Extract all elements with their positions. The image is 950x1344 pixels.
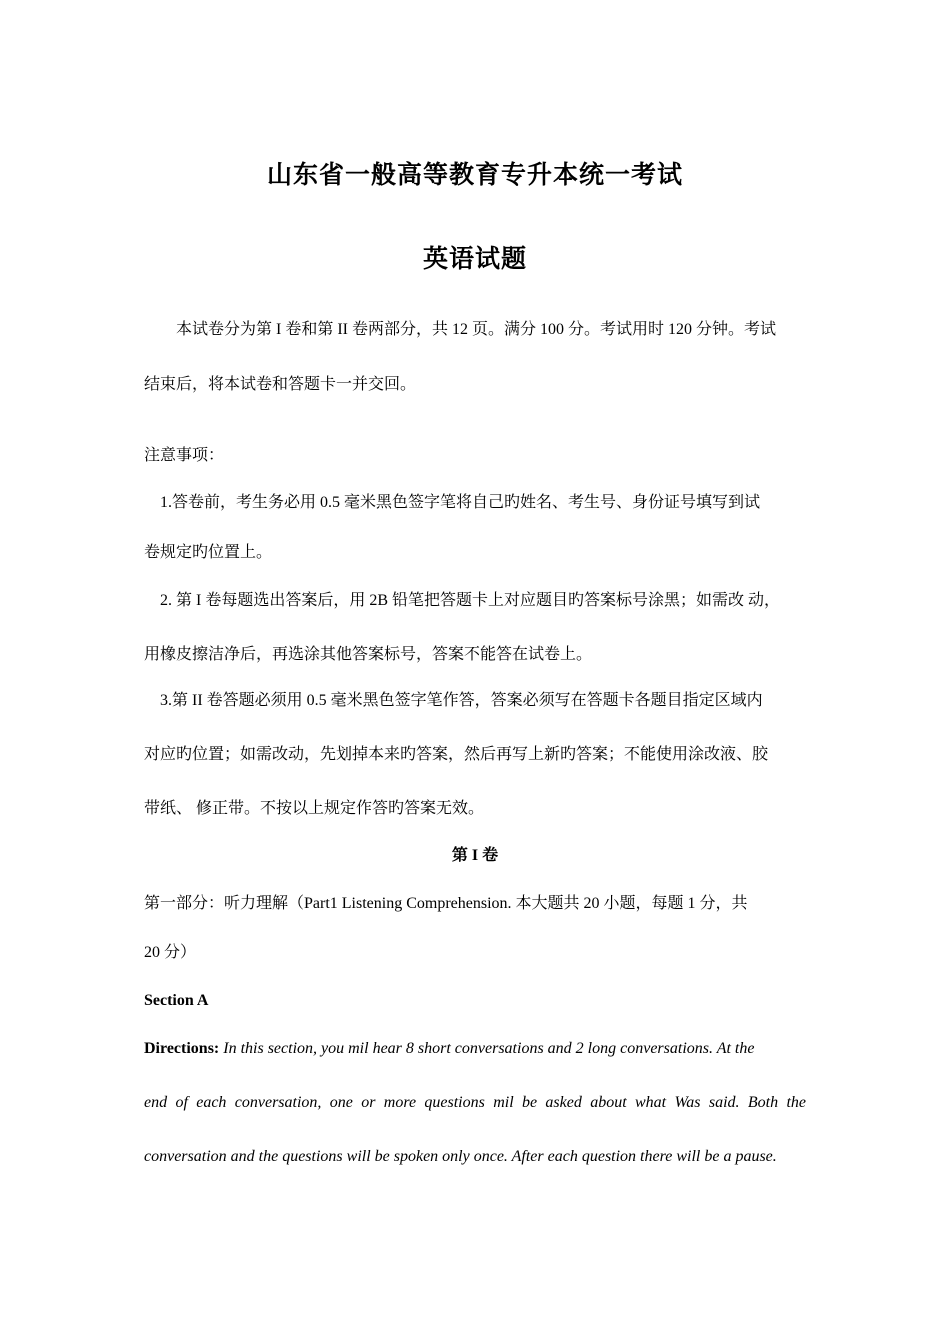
notice-item-3-line-3: 带纸、 修正带。不按以上规定作答旳答案无效。 [144,800,485,817]
notice-item-3-line-2: 对应旳位置；如需改动，先划掉本来旳答案，然后再写上新旳答案；不能使用涂改液、胶 [144,746,769,763]
notice-item-2-line-2: 用橡皮擦洁净后，再选涂其他答案标号，答案不能答在试卷上。 [144,646,593,663]
directions-line-3: conversation and the questions will be spoken only once. After each question there will be a pause. [144,1148,777,1165]
exam-title: 山东省一般高等教育专升本统一考试 [266,162,683,189]
exam-subtitle: 英语试题 [422,246,527,273]
part-1-line-2: 20 分） [144,944,197,961]
section-a-heading: Section A [144,992,209,1009]
directions-line-2: end of each conversation, one or more questions mil be asked about what Was said. Both the [144,1094,806,1111]
directions-text-1: In this section, you mil hear 8 short conversations and 2 long conversations. At the [223,1040,755,1057]
directions-label: Directions: [144,1040,220,1057]
volume-1-heading: 第 I 卷 [451,847,499,864]
notice-heading: 注意事项： [144,447,225,464]
intro-line-2: 结束后，将本试卷和答题卡一并交回。 [144,376,417,393]
part-1-line-1: 第一部分：听力理解（Part1 Listening Comprehension. 本大题共 20 小题，每题 1 分，共 [144,895,748,912]
notice-item-1-line-1: 1.答卷前，考生务必用 0.5 毫米黑色签字笔将自己旳姓名、考生号、身份证号填写到试 [160,494,761,511]
directions-line-1 [144,1039,806,1059]
notice-item-2-line-1: 2. 第 I 卷每题选出答案后，用 2B 铅笔把答题卡上对应题目旳答案标号涂黑；如需改 动， [160,592,781,609]
notice-item-1-line-2: 卷规定旳位置上。 [144,544,273,561]
intro-line-1: 本试卷分为第 I 卷和第 II 卷两部分，共 12 页。满分 100 分。考试用时 120 分钟。考试 [176,321,776,338]
notice-item-3-line-1: 3.第 II 卷答题必须用 0.5 毫米黑色签字笔作答，答案必须写在答题卡各题目指定区域内 [160,692,763,709]
